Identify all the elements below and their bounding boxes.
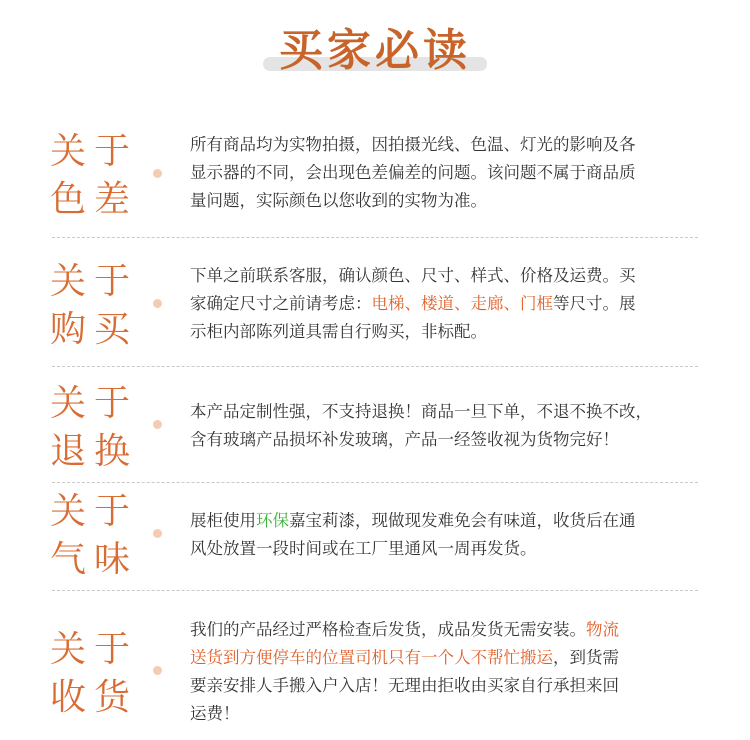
heading-line-1: 关于 xyxy=(50,261,139,302)
heading-line-1: 关于 xyxy=(50,383,139,424)
section-divider xyxy=(52,237,698,238)
highlight-text: 送货到方便停车的位置司机只有一个人不帮忙搬运 xyxy=(190,648,553,667)
title-block xyxy=(0,10,750,80)
body-line: 风处放置一段时间或在工厂里通风一周再发货。 xyxy=(190,539,537,558)
section-body xyxy=(190,131,710,215)
heading-line-2: 收货 xyxy=(50,677,139,718)
heading-line-1: 关于 xyxy=(50,629,139,670)
section-body xyxy=(190,398,720,454)
heading-line-2: 色差 xyxy=(50,179,139,220)
body-line: 所有商品均为实物拍摄，因拍摄光线、色温、灯光的影响及各 xyxy=(190,135,636,154)
section-divider xyxy=(52,482,698,483)
section-heading xyxy=(50,380,140,476)
section-heading xyxy=(50,626,140,722)
body-line xyxy=(190,507,710,535)
heading-line-2: 气味 xyxy=(50,539,139,580)
section-heading xyxy=(50,488,140,584)
body-text-segment: 等尺寸。展 xyxy=(553,294,636,313)
section-body xyxy=(190,507,710,563)
body-line: 量问题，实际颜色以您收到的实物为准。 xyxy=(190,191,487,210)
section-body xyxy=(190,262,710,346)
section-body xyxy=(190,616,710,728)
page-title: 买家必读 xyxy=(279,25,471,76)
body-line xyxy=(190,290,710,318)
section-divider xyxy=(52,590,698,591)
body-line xyxy=(190,616,710,644)
body-text-segment: 展柜使用 xyxy=(190,511,256,530)
bullet-dot xyxy=(153,666,162,675)
section-heading xyxy=(50,258,140,354)
heading-line-2: 购买 xyxy=(50,309,139,350)
bullet-dot xyxy=(153,169,162,178)
highlight-text: 物流 xyxy=(586,620,619,639)
section-divider xyxy=(52,366,698,367)
body-text-segment: 嘉宝莉漆，现做现发难免会有味道，收货后在通 xyxy=(289,511,636,530)
bullet-dot xyxy=(153,299,162,308)
body-line: 运费！ xyxy=(190,704,240,723)
heading-line-1: 关于 xyxy=(50,131,139,172)
bullet-dot xyxy=(153,529,162,538)
body-line xyxy=(190,644,710,672)
body-line: 含有玻璃产品损坏补发玻璃，产品一经签收视为货物完好！ xyxy=(190,430,619,449)
body-line: 本产品定制性强，不支持退换！商品一旦下单，不退不换不改， xyxy=(190,402,652,421)
body-line: 示柜内部陈列道具需自行购买，非标配。 xyxy=(190,322,487,341)
bullet-dot xyxy=(153,420,162,429)
body-line: 要亲安排人手搬入户入店！无理由拒收由买家自行承担来回 xyxy=(190,676,619,695)
body-line: 显示器的不同，会出现色差偏差的问题。该问题不属于商品质 xyxy=(190,163,636,182)
heading-line-1: 关于 xyxy=(50,491,139,532)
body-line: 下单之前联系客服，确认颜色、尺寸、样式、价格及运费。买 xyxy=(190,266,636,285)
highlight-text: 环保 xyxy=(256,511,289,530)
body-text-segment: ，到货需 xyxy=(553,648,619,667)
body-text-segment: 我们的产品经过严格检查后发货，成品发货无需安装。 xyxy=(190,620,586,639)
highlight-text: 电梯、楼道、走廊、门框 xyxy=(371,294,553,313)
body-text-segment: 家确定尺寸之前请考虑： xyxy=(190,294,372,313)
heading-line-2: 退换 xyxy=(50,431,139,472)
section-heading xyxy=(50,128,140,224)
